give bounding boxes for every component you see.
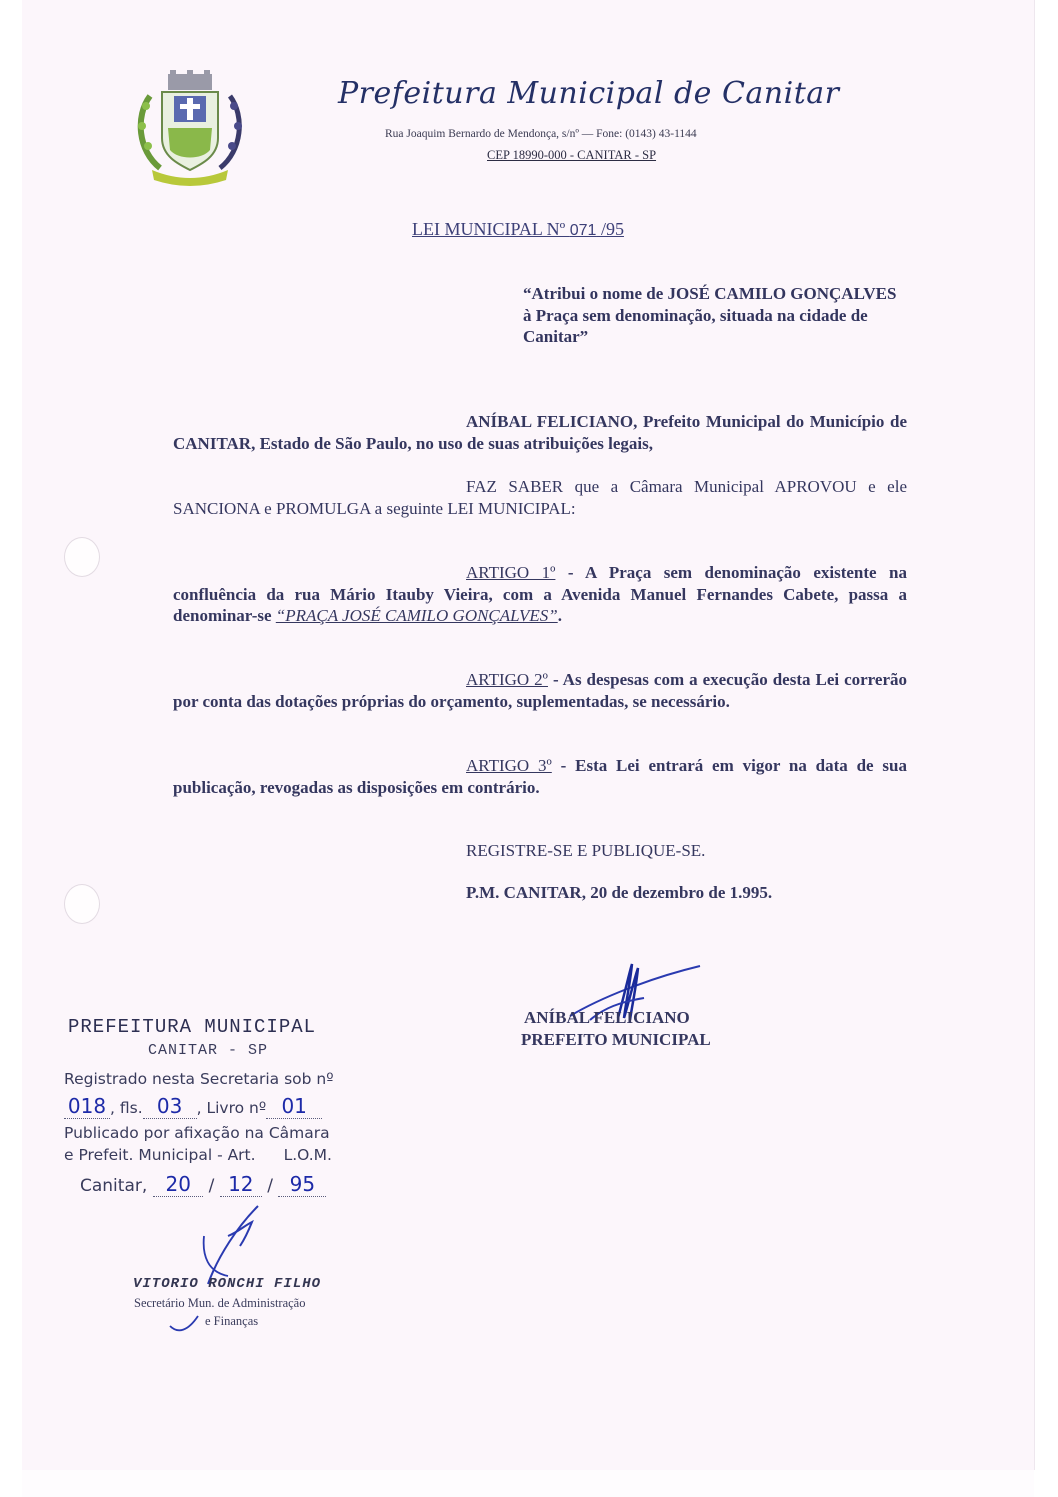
municipal-crest xyxy=(130,66,250,188)
canitar-label: Canitar, xyxy=(80,1176,148,1196)
article-2-text: - As despesas com a execução desta Lei correrão por conta das dotações próprias do orçamento, suplementadas, se necessário. xyxy=(173,670,907,711)
header-address: Rua Joaquim Bernardo de Mendonça, s/nº — Fone: (0143) 43-1144 xyxy=(385,128,697,140)
law-number-prefix: LEI MUNICIPAL Nº xyxy=(412,219,570,239)
article-3-text: - Esta Lei entrará em vigor na data de sua publicação, revogadas as disposições em contrário. xyxy=(173,756,907,797)
secretary-name: VITORIO RONCHI FILHO xyxy=(133,1276,322,1292)
stamp-date-line: Canitar, 20 / 12 / 95 xyxy=(80,1172,326,1197)
header-cep: CEP 18990-000 - CANITAR - SP xyxy=(487,148,657,162)
stamp-article-value: L.O.M. xyxy=(283,1146,332,1164)
fls-value: 03 xyxy=(143,1094,197,1119)
stamp-article-label: e Prefeit. Municipal - Art. xyxy=(64,1146,256,1164)
header-title: Prefeitura Municipal de Canitar xyxy=(338,76,840,111)
article-1-end: . xyxy=(557,606,562,625)
stamp-published-line: Publicado por afixação na Câmara xyxy=(64,1124,330,1142)
stamp-day: 20 xyxy=(153,1172,203,1197)
intro-paragraph xyxy=(173,411,907,454)
livro-label: , Livro nº xyxy=(196,1099,267,1117)
registry-number: 018 xyxy=(64,1094,110,1119)
stamp-title: PREFEITURA MUNICIPAL xyxy=(68,1016,317,1038)
secretary-role: Secretário Mun. de Administração xyxy=(134,1296,306,1310)
stamp-article-line xyxy=(64,1146,332,1164)
secretary-role-continued: e Finanças xyxy=(205,1314,259,1328)
article-3-label: ARTIGO 3º xyxy=(466,756,552,775)
law-number-value: 071 xyxy=(569,222,597,239)
article-1-square-name: “PRAÇA JOSÉ CAMILO GONÇALVES” xyxy=(275,606,558,625)
stamp-registry-line xyxy=(64,1094,322,1119)
registre-line: REGISTRE-SE E PUBLIQUE-SE. xyxy=(466,841,706,860)
page-bottom-margin xyxy=(22,1470,1034,1497)
punch-hole-bottom xyxy=(64,884,100,924)
faz-saber-paragraph xyxy=(173,476,907,519)
livro-value: 01 xyxy=(266,1094,322,1119)
stamp-year: 95 xyxy=(278,1172,326,1197)
article-1-text: - A Praça sem denominação existente na confluência da rua Mário Itauby Vieira, com a Avenida Manuel Fernandes Cabete, passa a denominar-se xyxy=(173,563,907,625)
intro-text: ANÍBAL FELICIANO, Prefeito Municipal do Município de CANITAR, Estado de São Paulo, no uso de suas atribuições legais, xyxy=(173,412,907,453)
date-line: P.M. CANITAR, 20 de dezembro de 1.995. xyxy=(466,883,773,902)
punch-hole-top xyxy=(64,537,100,577)
stamp-month: 12 xyxy=(220,1172,262,1197)
article-1-paragraph xyxy=(173,562,907,627)
article-1-label: ARTIGO 1º xyxy=(466,563,556,582)
mayor-role: PREFEITO MUNICIPAL xyxy=(521,1030,711,1049)
law-year: /95 xyxy=(596,219,624,239)
fls-label: , fls. xyxy=(110,1099,143,1117)
stamp-registered-line: Registrado nesta Secretaria sob nº xyxy=(64,1070,334,1088)
law-number-heading xyxy=(412,219,624,240)
faz-saber-text: FAZ SABER que a Câmara Municipal APROVOU e ele SANCIONA e PROMULGA a seguinte LEI MUNICIPAL: xyxy=(173,477,907,518)
article-3-paragraph xyxy=(173,755,907,798)
law-summary: “Atribui o nome de JOSÉ CAMILO GONÇALVES à Praça sem denominação, situada na cidade de Canitar” xyxy=(523,284,897,346)
stamp-subtitle: CANITAR - SP xyxy=(148,1042,269,1059)
article-2-label: ARTIGO 2º xyxy=(466,670,548,689)
mayor-name: ANÍBAL FELICIANO xyxy=(524,1008,690,1027)
article-2-paragraph xyxy=(173,669,907,712)
